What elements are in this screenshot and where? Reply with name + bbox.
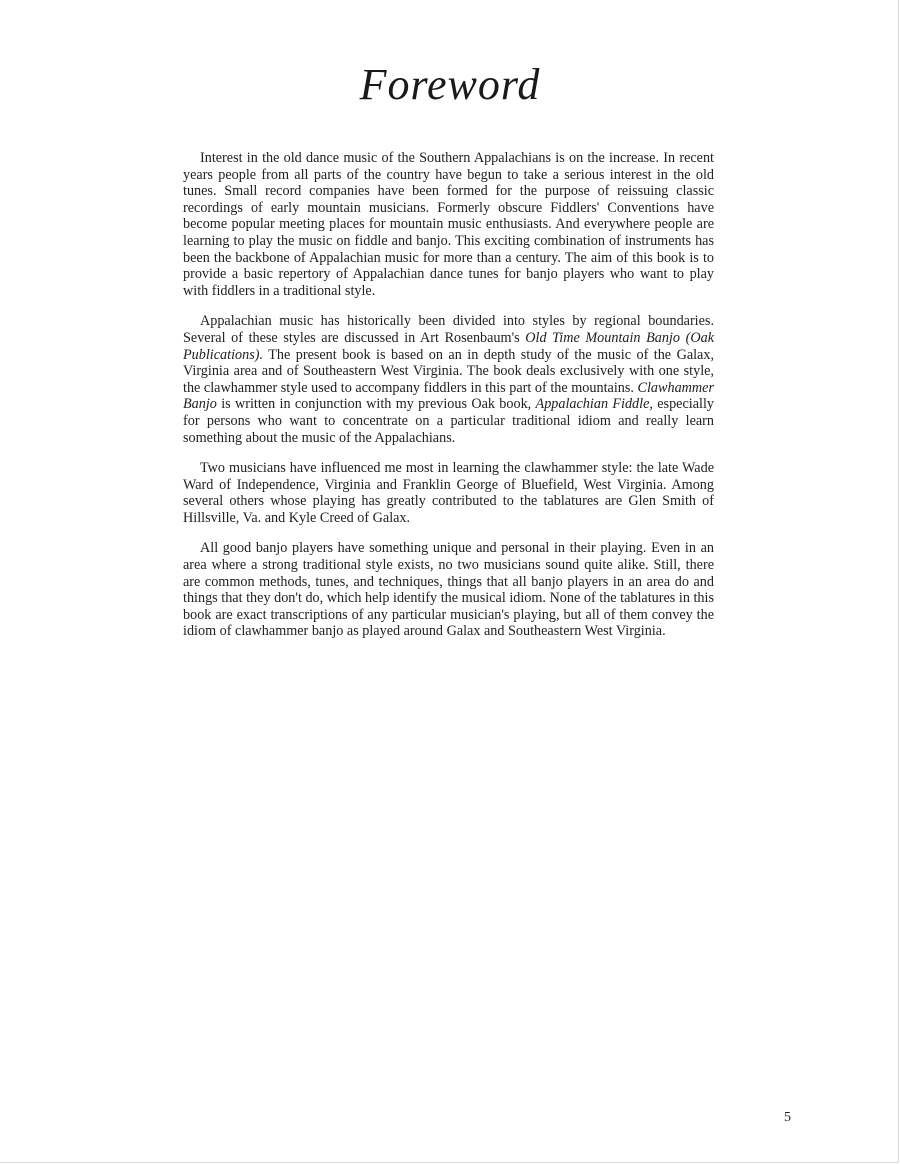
paragraph-3: [183, 460, 714, 526]
paragraph-2-text-d: especially for persons who want to concentrate on a particular traditional idiom and really learn something about the music of the Appalachians.: [183, 396, 714, 446]
paragraph-2-text-a: Appalachian music has historically been divided into styles by regional boundaries. Several of these styles are discussed in Art Rosenbaum's: [183, 313, 714, 346]
paragraph-2: [183, 313, 714, 446]
paragraph-2-text-c: is written in conjunction with my previous Oak book,: [216, 396, 536, 413]
paragraph-4-text: All good banjo players have something unique and personal in their playing. Even in an area where a strong traditional style exists, no two musicians sound quite alike. Still, there are common methods, tunes, and techniques, things that all banjo players in an area do and things that they don't do, which help identify the musical idiom. None of the tablatures in this book are exact transcriptions of any particular musician's playing, but all of them convey the idiom of clawhammer banjo as played around Galax and Southeastern West Virginia.: [183, 540, 714, 640]
paragraph-2-text-b: The present book is based on an in depth study of the music of the Galax, Virginia area and of Southeastern West Virginia. The book deals exclusively with one style, the clawhammer style used to accompany fiddlers in this part of the mountains.: [183, 346, 714, 396]
paragraph-3-text: Two musicians have influenced me most in learning the clawhammer style: the late Wade Ward of Independence, Virginia and Franklin George of Bluefield, West Virginia. Among several others whose playing has greatly contributed to the tablatures are Glen Smith of Hillsville, Va. and Kyle Creed of Galax.: [183, 460, 714, 526]
book-title-old-time-mountain-banjo: Old Time Mountain Banjo (Oak Publications).: [183, 329, 715, 363]
page-number: 5: [784, 1110, 791, 1125]
paragraph-1: [183, 150, 714, 299]
paragraph-1-text: Interest in the old dance music of the Southern Appalachians is on the increase. In recent years people from all parts of the country have begun to take a serious interest in the old tunes. Small record companies have been formed for the purpose of reissuing classic recordings of early mountain musicians. Formerly obscure Fiddlers' Conventions have become popular meeting places for mountain music enthusiasts. And everywhere people are learning to play the music on fiddle and banjo. This exciting combination of instruments has been the backbone of Appalachian music for more than a century. The aim of this book is to provide a basic repertory of Appalachian dance tunes for banjo players who want to play with fiddlers in a traditional style.: [183, 150, 714, 299]
paragraph-4: [183, 540, 714, 640]
page-title: Foreword: [359, 60, 541, 109]
book-title-appalachian-fiddle: Appalachian Fiddle,: [535, 396, 653, 413]
foreword-body: [183, 150, 714, 654]
book-title-clawhammer-banjo: Clawhammer Banjo: [183, 379, 714, 413]
